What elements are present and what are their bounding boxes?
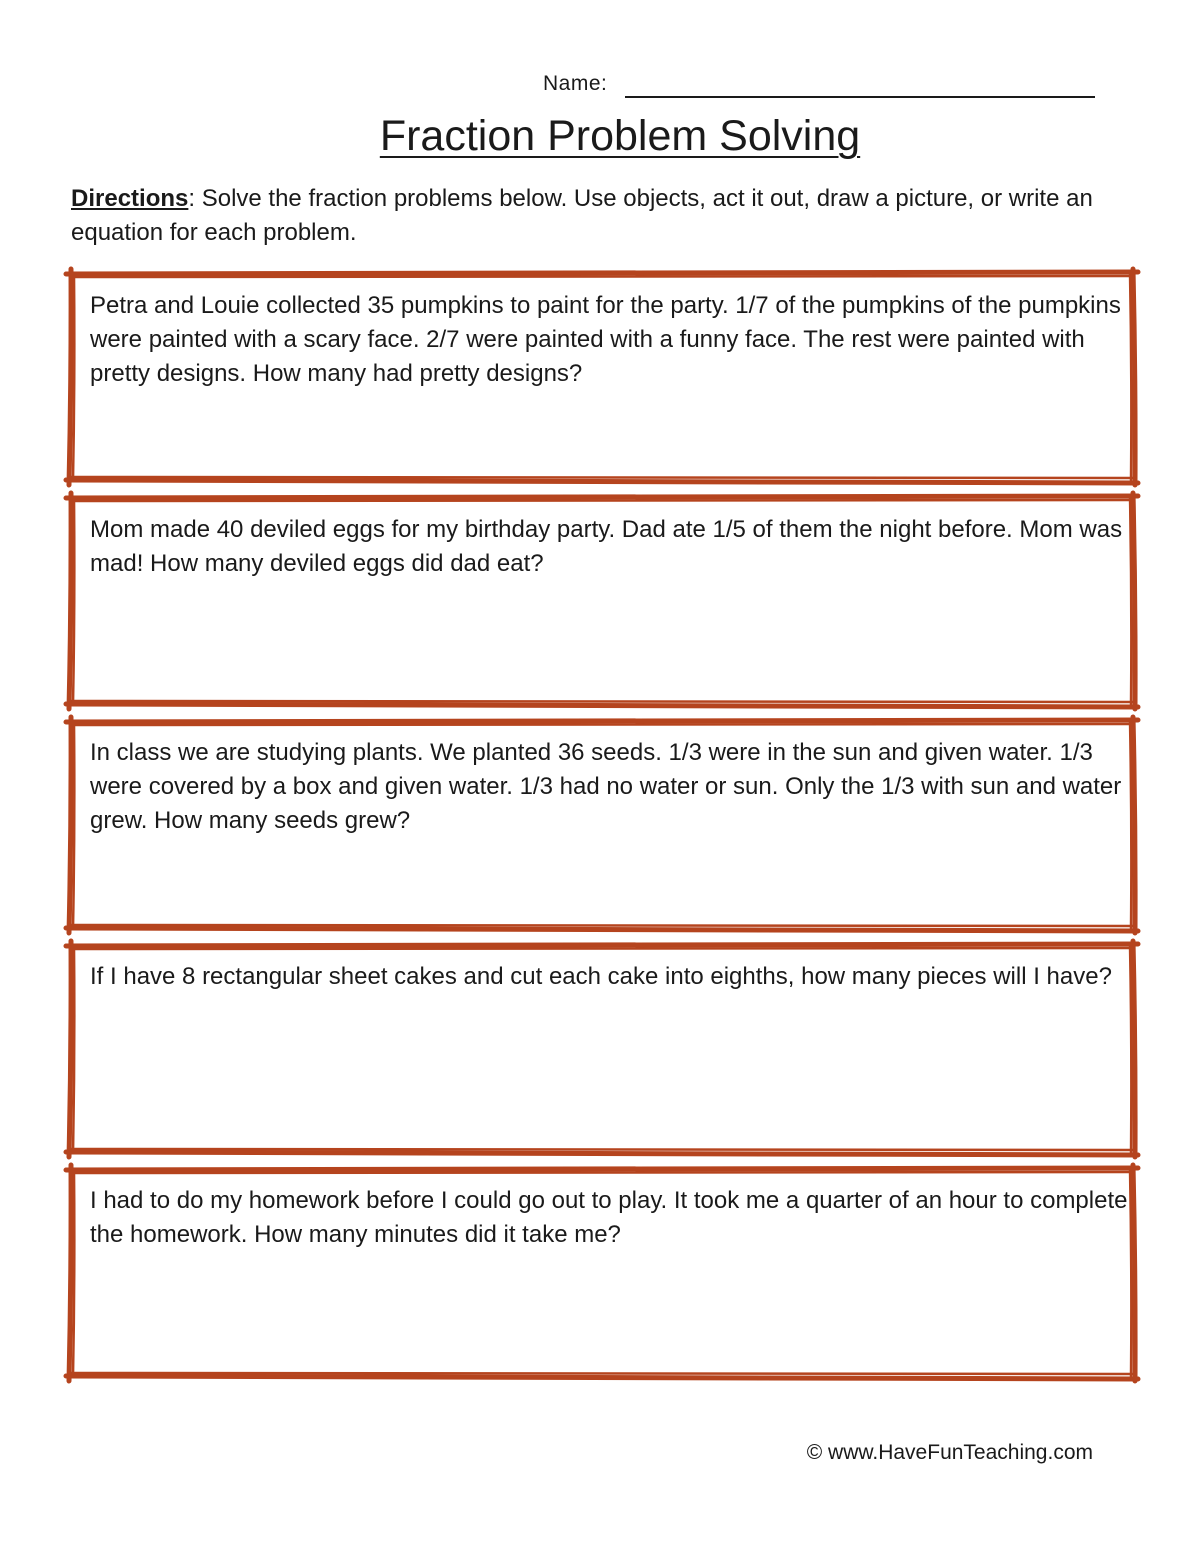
- directions-lead: Directions: [71, 185, 189, 212]
- page-title: Fraction Problem Solving: [379, 112, 861, 160]
- problem-text-4: If I have 8 rectangular sheet cakes and cut each cake into eighths, how many pieces will I have?: [90, 963, 1112, 990]
- problem-text-3: In class we are studying plants. We planted 36 seeds. 1/3 were in the sun and given water. 1/3 were covered by a box and given water. 1/3 had no water or sun. Only the 1/3 with sun and water grew. How many seeds grew?: [90, 739, 1122, 834]
- problem-text-2: Mom made 40 deviled eggs for my birthday party. Dad ate 1/5 of them the night before. Mom was mad! How many deviled eggs did dad eat?: [90, 516, 1123, 577]
- directions: [71, 182, 1131, 250]
- problem-box-5[interactable]: [70, 1170, 1134, 1376]
- problem-text-5: I had to do my homework before I could go out to play. It took me a quarter of an hour to complete the homework. How many minutes did it take me?: [90, 1187, 1128, 1248]
- name-blank-line[interactable]: [625, 96, 1095, 98]
- directions-text: : Solve the fraction problems below. Use objects, act it out, draw a picture, or write an equation for each problem.: [71, 185, 1093, 246]
- copyright-footer: © www.HaveFunTeaching.com: [806, 1441, 1093, 1464]
- problem-text-1: Petra and Louie collected 35 pumpkins to paint for the party. 1/7 of the pumpkins of the pumpkins were painted with a scary face. 2/7 were painted with a funny face. The rest were painted with pretty designs. How many had pretty designs?: [90, 292, 1121, 387]
- name-label: Name:: [543, 72, 608, 95]
- problem-box-1[interactable]: [70, 275, 1134, 481]
- problem-box-2[interactable]: [70, 499, 1134, 705]
- name-row: [543, 72, 1103, 102]
- problem-box-4[interactable]: [70, 946, 1134, 1152]
- problem-box-3[interactable]: [70, 722, 1134, 928]
